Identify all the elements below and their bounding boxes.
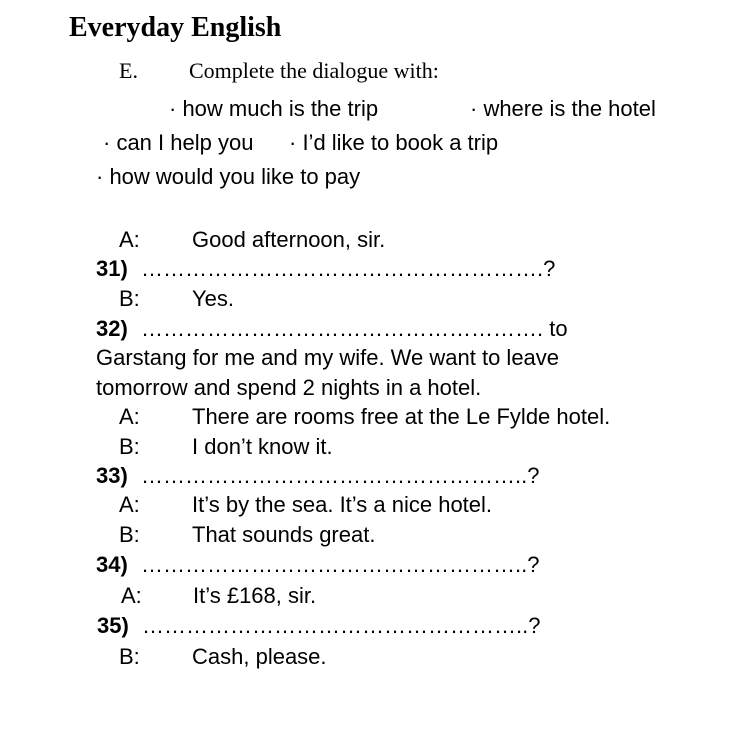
speaker-label: A:	[119, 492, 140, 517]
speaker-label: B:	[119, 644, 140, 669]
dialogue-line: Good afternoon, sir.	[192, 227, 386, 252]
dialogue-line: It’s by the sea. It’s a nice hotel.	[192, 492, 493, 517]
speaker-label: B:	[119, 522, 140, 547]
dialogue-line: Yes.	[192, 286, 235, 311]
option-can-help: · can I help you	[103, 130, 254, 155]
question-number-31: 31)	[96, 256, 128, 281]
dialogue-line: There are rooms free at the Le Fylde hotel.	[192, 404, 611, 429]
blank-35: ……………………………………………..?	[142, 613, 541, 638]
dialogue-line: tomorrow and spend 2 nights in a hotel.	[96, 375, 482, 400]
dialogue-line: Cash, please.	[192, 644, 327, 669]
dialogue-line: I don’t know it.	[192, 434, 333, 459]
question-number-33: 33)	[96, 463, 128, 488]
question-number-35: 35)	[97, 613, 129, 638]
speaker-label: B:	[119, 434, 140, 459]
option-how-much: · how much is the trip	[169, 96, 379, 121]
exercise-instruction: Complete the dialogue with:	[189, 58, 439, 83]
blank-34: ……………………………………………..?	[141, 552, 540, 577]
option-where-hotel: · where is the hotel	[470, 96, 656, 121]
speaker-label: B:	[119, 286, 140, 311]
blank-31: ……………………………………………….?	[141, 256, 556, 281]
dialogue-line: Garstang for me and my wife. We want to leave	[96, 345, 560, 370]
page-title: Everyday English	[69, 12, 282, 43]
dialogue-line: It’s £168, sir.	[193, 583, 317, 608]
question-number-32: 32)	[96, 316, 128, 341]
speaker-label: A:	[121, 583, 142, 608]
option-book-trip: · I’d like to book a trip	[289, 130, 499, 155]
speaker-label: A:	[119, 227, 140, 252]
question-number-34: 34)	[96, 552, 128, 577]
dialogue-line: That sounds great.	[192, 522, 376, 547]
blank-33: ……………………………………………..?	[141, 463, 540, 488]
option-how-pay: · how would you like to pay	[96, 164, 361, 189]
speaker-label: A:	[119, 404, 140, 429]
blank-32: ………………………………………………. to	[141, 316, 568, 341]
exercise-letter: E.	[119, 58, 138, 83]
